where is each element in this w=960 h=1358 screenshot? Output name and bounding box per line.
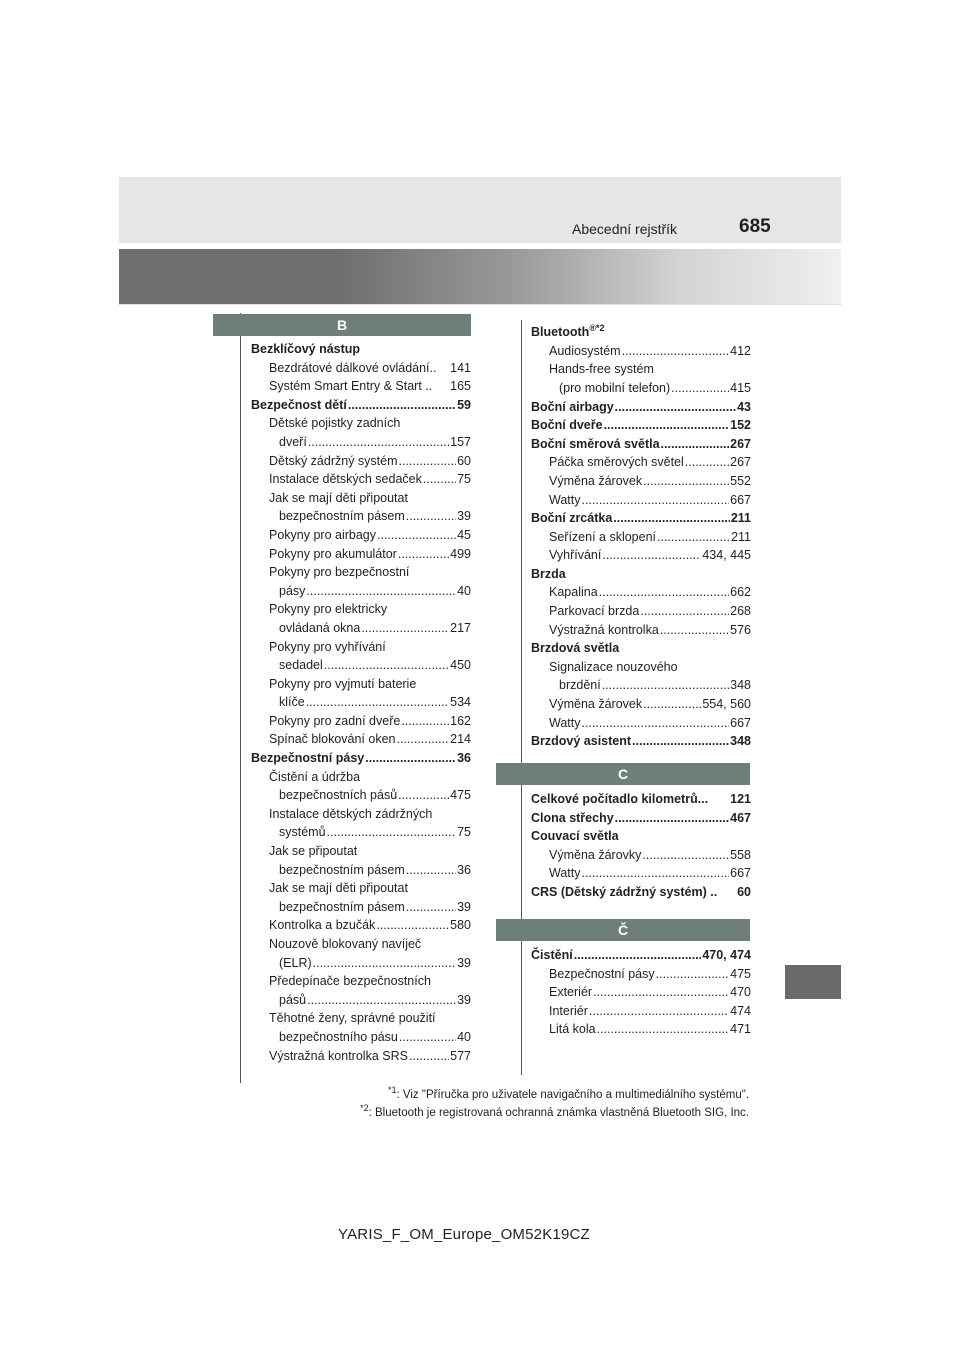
page-reference: 577 (450, 1048, 471, 1063)
index-column-right-c-caron (531, 946, 751, 1039)
leader-dots (597, 1020, 730, 1039)
leader-dots (615, 809, 729, 828)
index-entry (531, 827, 751, 846)
index-entry (531, 398, 751, 417)
entry-term: brzdění (559, 678, 601, 693)
index-entry (251, 452, 471, 471)
entry-term: bezpečnostním pásem (279, 899, 405, 914)
footnote-mark: *1 (388, 1085, 397, 1095)
leader-dots (348, 396, 456, 415)
entry-term: Bluetooth (531, 325, 590, 340)
page-reference: 45 (457, 527, 471, 542)
entry-term: CRS (Dětský zádržný systém) .. (531, 884, 718, 899)
index-entry (251, 954, 471, 973)
page-reference: 552 (730, 473, 751, 488)
index-entry (531, 602, 751, 621)
index-entry (251, 749, 471, 768)
index-entry (531, 546, 751, 565)
index-entry (531, 790, 751, 809)
index-entry (251, 396, 471, 415)
entry-term: Instalace dětských sedaček (269, 472, 422, 487)
leader-dots (615, 398, 736, 417)
entry-superscript: ®*2 (589, 323, 605, 333)
entry-term: Spínač blokování oken (269, 732, 396, 747)
index-entry (531, 658, 751, 677)
page-reference: 471 (730, 1022, 751, 1037)
index-entry (251, 638, 471, 657)
entry-term: pásů (279, 992, 307, 1007)
leader-dots (324, 656, 449, 675)
index-entry (251, 433, 471, 452)
leader-dots (376, 916, 449, 935)
page-reference: 40 (457, 583, 471, 598)
page-reference: 580 (450, 918, 471, 933)
index-entry (251, 582, 471, 601)
index-entry (531, 983, 751, 1002)
leader-dots (604, 416, 730, 435)
leader-dots (581, 864, 729, 883)
index-entry (251, 1047, 471, 1066)
index-entry (251, 842, 471, 861)
leader-dots (581, 491, 729, 510)
entry-term: Dětské pojistky zadních (269, 416, 401, 431)
page-reference: 162 (450, 713, 471, 728)
entry-term: Celkové počítadlo kilometrů... (531, 792, 709, 806)
entry-term: Seřízení a sklopení (549, 529, 657, 544)
index-entry (531, 583, 751, 602)
entry-term: (ELR) (279, 955, 312, 970)
page-reference: 348 (730, 678, 751, 693)
entry-term: Čistění (531, 948, 573, 962)
page-title: Abecední rejstřík (572, 221, 678, 237)
index-entry (251, 972, 471, 991)
index-entry (251, 935, 471, 954)
entry-term: bezpečnostním pásem (279, 862, 405, 877)
entry-term: Litá kola (549, 1022, 596, 1037)
page-reference: 667 (730, 492, 751, 507)
document-code: YARIS_F_OM_Europe_OM52K19CZ (338, 1226, 590, 1243)
index-entry (531, 864, 751, 883)
entry-term: Signalizace nouzového (549, 659, 678, 674)
page-reference: 214 (450, 732, 471, 747)
entry-term: systémů (279, 825, 326, 840)
index-entry (251, 861, 471, 880)
page-reference: 43 (737, 399, 751, 414)
entry-term: Watty (549, 866, 581, 881)
page-reference: 434, 445 (702, 548, 751, 563)
header-band (119, 177, 841, 243)
entry-term: Bezdrátové dálkové ovládání.. (269, 360, 437, 375)
index-entry (251, 916, 471, 935)
entry-term: Předepínače bezpečnostních (269, 974, 431, 989)
page-reference: 267 (730, 455, 751, 470)
index-entry (251, 730, 471, 749)
entry-term: Parkovací brzda (549, 604, 640, 619)
index-entry (531, 846, 751, 865)
index-entry (531, 319, 751, 342)
page-reference: 534 (450, 695, 471, 710)
page-number: 685 (739, 216, 771, 237)
page-reference: 152 (730, 418, 751, 433)
leader-dots (308, 433, 449, 452)
entry-term: Pokyny pro elektricky (269, 602, 388, 617)
entry-term: Dětský zádržný systém (269, 453, 398, 468)
page-reference: 662 (730, 585, 751, 600)
leader-dots (398, 786, 449, 805)
entry-term: Vyhřívání (549, 548, 602, 563)
page-reference: 558 (730, 847, 751, 862)
entry-term: Kontrolka a bzučák (269, 918, 376, 933)
index-entry (251, 879, 471, 898)
index-entry (531, 639, 751, 658)
page-reference: 450 (450, 658, 471, 673)
entry-term: Pokyny pro vyjmutí baterie (269, 676, 417, 691)
page-reference: 415 (730, 380, 751, 395)
entry-term: Pokyny pro akumulátor (269, 546, 397, 561)
footnote-mark: *2 (360, 1103, 369, 1113)
index-entry (531, 435, 751, 454)
page-reference: 268 (730, 604, 751, 619)
entry-term: klíče (279, 695, 305, 710)
entry-term: Boční dveře (531, 418, 603, 433)
entry-term: dveří (279, 434, 307, 449)
leader-dots (406, 507, 456, 526)
page-reference: 667 (730, 866, 751, 881)
index-entry (531, 360, 751, 379)
chapter-tab (785, 965, 841, 999)
leader-dots (398, 545, 449, 564)
index-entry (251, 1028, 471, 1047)
index-entry (531, 565, 751, 584)
leader-dots (377, 526, 456, 545)
entry-term: Watty (549, 715, 581, 730)
index-entry (251, 805, 471, 824)
index-entry (251, 619, 471, 638)
entry-term: Brzda (531, 566, 566, 581)
entry-term: Watty (549, 492, 581, 507)
index-entry (251, 656, 471, 675)
leader-dots (613, 509, 730, 528)
page-reference: 75 (457, 825, 471, 840)
index-entry (531, 472, 751, 491)
footnote-text: : Viz "Příručka pro uživatele navigačního a multimediálního systému". (396, 1088, 749, 1101)
leader-dots (423, 470, 456, 489)
entry-term: Kapalina (549, 585, 598, 600)
leader-dots (599, 583, 729, 602)
index-entry (251, 600, 471, 619)
index-entry (251, 563, 471, 582)
page-reference: 141 (450, 360, 471, 375)
page-reference: 475 (450, 788, 471, 803)
page-reference: 475 (730, 966, 751, 981)
leader-dots (643, 695, 701, 714)
index-entry (251, 693, 471, 712)
page-reference: 554, 560 (702, 697, 751, 712)
page-reference: 39 (457, 955, 471, 970)
index-entry (251, 1009, 471, 1028)
entry-term: Brzdová světla (531, 641, 620, 656)
index-entry (251, 414, 471, 433)
page-reference: 40 (457, 1029, 471, 1044)
entry-term: Jak se připoutat (269, 844, 358, 859)
index-entry (251, 898, 471, 917)
index-entry (251, 823, 471, 842)
leader-dots (602, 546, 701, 565)
leader-dots (602, 676, 729, 695)
entry-term: Pokyny pro airbagy (269, 527, 377, 542)
leader-dots (399, 452, 457, 471)
entry-term: Nouzově blokovaný navíječ (269, 937, 422, 951)
entry-term: Systém Smart Entry & Start .. (269, 379, 433, 394)
entry-term: Bezpečnostní pásy (549, 966, 655, 981)
column-divider (521, 320, 522, 1075)
entry-term: Brzdový asistent (531, 734, 632, 749)
page-reference: 412 (730, 343, 751, 358)
page-reference: 39 (457, 509, 471, 524)
leader-dots (306, 693, 449, 712)
entry-term: Hands-free systém (549, 362, 654, 377)
leader-dots (657, 528, 730, 547)
page-reference: 217 (450, 620, 471, 635)
entry-term: Boční směrová světla (531, 436, 660, 451)
index-column-left (251, 340, 471, 1065)
index-entry (531, 883, 751, 902)
index-entry (251, 489, 471, 508)
index-entry (251, 675, 471, 694)
entry-term: Jak se mají děti připoutat (269, 490, 408, 505)
page-reference: 470 (730, 985, 751, 1000)
entry-term: Interiér (549, 1003, 588, 1018)
leader-dots (327, 823, 457, 842)
gradient-band (119, 249, 841, 304)
leader-dots (685, 453, 729, 472)
entry-term: bezpečnostních pásů (279, 788, 398, 803)
leader-dots (656, 965, 730, 984)
leader-dots (642, 846, 729, 865)
leader-dots (406, 898, 456, 917)
page-reference: 474 (730, 1003, 751, 1018)
page-reference: 36 (457, 862, 471, 877)
entry-term: Boční airbagy (531, 399, 614, 414)
leader-dots (640, 602, 729, 621)
section-header-c: C (496, 763, 750, 785)
leader-dots (643, 472, 729, 491)
index-entry (531, 946, 751, 965)
page-reference: 576 (730, 622, 751, 637)
leader-dots (632, 732, 729, 751)
index-entry (531, 416, 751, 435)
page-reference: 59 (457, 397, 471, 412)
leader-dots (589, 1002, 729, 1021)
index-entry (251, 991, 471, 1010)
entry-term: Bezklíčový nástup (251, 342, 361, 356)
entry-term: Čistění a údržba (269, 769, 361, 784)
leader-dots (409, 1047, 449, 1066)
leader-dots (671, 379, 729, 398)
leader-dots (401, 712, 449, 731)
page-reference: 75 (457, 472, 471, 487)
index-entry (251, 507, 471, 526)
page-reference: 157 (450, 434, 471, 449)
entry-term: Pokyny pro bezpečnostní (269, 565, 410, 580)
entry-term: bezpečnostního pásu (279, 1029, 398, 1044)
index-entry (251, 377, 471, 396)
page-reference: 667 (730, 715, 751, 730)
index-entry (531, 342, 751, 361)
leader-dots (399, 1028, 456, 1047)
entry-term: ovládaná okna (279, 620, 361, 635)
index-entry (251, 470, 471, 489)
left-rule (240, 313, 241, 1083)
page-reference: 39 (457, 899, 471, 914)
leader-dots (622, 342, 730, 361)
entry-term: Pokyny pro vyhřívání (269, 639, 386, 654)
index-entry (251, 340, 471, 359)
entry-term: Exteriér (549, 985, 593, 1000)
leader-dots (660, 621, 729, 640)
page-reference: 60 (737, 884, 751, 899)
footnote-1 (388, 1085, 749, 1101)
index-column-right-c (531, 790, 751, 902)
index-entry (251, 359, 471, 378)
index-entry (531, 676, 751, 695)
leader-dots (306, 582, 456, 601)
entry-term: (pro mobilní telefon) (559, 380, 671, 395)
leader-dots (574, 946, 702, 965)
entry-term: Jak se mají děti připoutat (269, 881, 408, 896)
index-entry (531, 732, 751, 751)
page-reference: 121 (730, 792, 751, 806)
page-reference: 60 (457, 453, 471, 468)
page-reference: 211 (731, 529, 751, 544)
entry-term: Clona střechy (531, 810, 614, 825)
leader-dots (396, 730, 449, 749)
index-entry (531, 621, 751, 640)
leader-dots (406, 861, 456, 880)
leader-dots (593, 983, 729, 1002)
entry-term: Instalace dětských zádržných (269, 806, 433, 821)
index-entry (531, 379, 751, 398)
entry-term: Bezpečnostní pásy (251, 751, 365, 766)
page-reference: 267 (730, 436, 751, 451)
index-entry (531, 695, 751, 714)
entry-term: sedadel (279, 658, 323, 673)
entry-term: Výměna žárovek (549, 473, 643, 488)
entry-term: Výměna žárovky (549, 847, 642, 862)
leader-dots (581, 714, 729, 733)
page-reference: 36 (457, 751, 471, 766)
leader-dots (313, 954, 456, 973)
page-reference: 348 (730, 734, 751, 749)
section-header-b: B (213, 314, 471, 336)
index-column-right-b (531, 319, 751, 751)
page-reference: 467 (730, 810, 751, 825)
entry-term: Výměna žárovek (549, 697, 643, 712)
entry-term: Bezpečnost dětí (251, 397, 347, 412)
leader-dots (307, 991, 456, 1010)
header-divider (119, 304, 841, 305)
index-entry (531, 491, 751, 510)
section-header-c-caron: Č (496, 919, 750, 941)
index-entry (531, 453, 751, 472)
index-entry (531, 809, 751, 828)
entry-term: Couvací světla (531, 829, 619, 844)
index-entry (251, 712, 471, 731)
entry-term: Výstražná kontrolka (549, 622, 659, 637)
entry-term: Těhotné ženy, správné použití (269, 1011, 436, 1026)
entry-term: Výstražná kontrolka SRS (269, 1048, 408, 1063)
leader-dots (365, 749, 456, 768)
entry-term: Pokyny pro zadní dveře (269, 713, 401, 728)
entry-term: pásy (279, 583, 306, 598)
entry-term: Audiosystém (549, 343, 621, 358)
leader-dots (661, 435, 730, 454)
index-entry (531, 509, 751, 528)
index-entry (251, 545, 471, 564)
index-entry (251, 768, 471, 787)
page-reference: 211 (730, 511, 751, 526)
page-reference: 470, 474 (702, 948, 751, 962)
index-entry (531, 1020, 751, 1039)
index-entry (531, 528, 751, 547)
index-entry (531, 965, 751, 984)
page-reference: 165 (450, 379, 471, 394)
page-reference: 39 (457, 992, 471, 1007)
entry-term: Páčka směrových světel (549, 455, 684, 470)
footnote-text: : Bluetooth je registrovaná ochranná známka vlastněná Bluetooth SIG, Inc. (368, 1106, 749, 1119)
index-entry (251, 526, 471, 545)
index-entry (531, 714, 751, 733)
index-entry (251, 786, 471, 805)
footnote-2 (360, 1103, 749, 1119)
entry-term: bezpečnostním pásem (279, 509, 405, 524)
index-entry (531, 1002, 751, 1021)
entry-term: Boční zrcátka (531, 511, 613, 526)
page-reference: 499 (450, 546, 471, 561)
leader-dots (361, 619, 449, 638)
